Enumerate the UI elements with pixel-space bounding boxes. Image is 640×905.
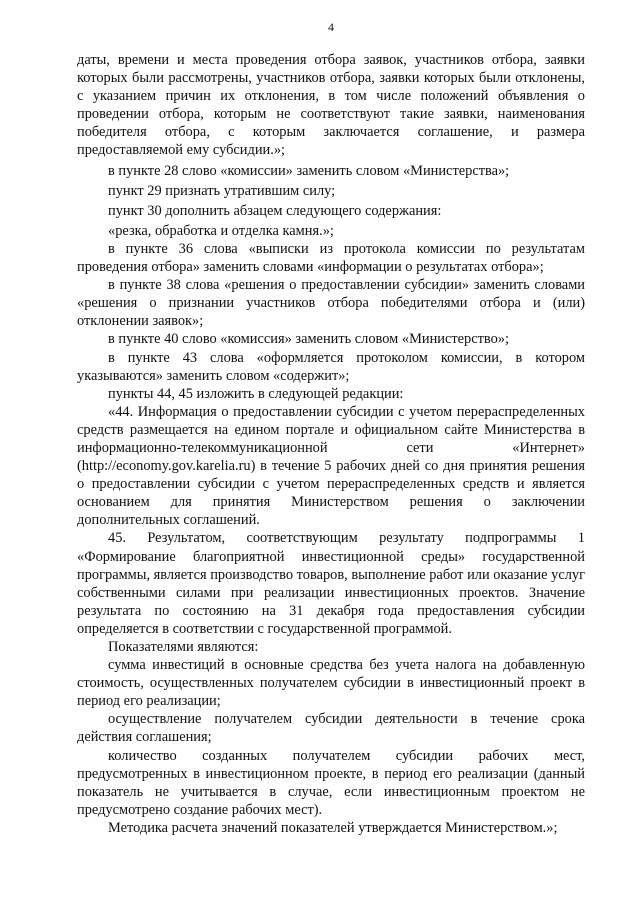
paragraph-item-29: пункт 29 признать утратившим силу; [108, 182, 336, 199]
paragraph-items-44-45: пункты 44, 45 изложить в следующей редакции: [108, 385, 404, 402]
paragraph-item-43: в пункте 43 слова «оформляется протоколом комиссии, в котором указываются» заменить словом «содержит»; [77, 349, 585, 384]
paragraph-item-30-addition: «резка, обработка и отделка камня.»; [108, 222, 334, 239]
paragraph-item-36: в пункте 36 слова «выписки из протокола комиссии по результатам проведения отбора» заменить словами «информации о результатах отбора»; [77, 240, 585, 276]
paragraph-methodology: Методика расчета значений показателей утверждается Министерством.»; [108, 819, 558, 836]
paragraph-item-38: в пункте 38 слова «решения о предоставлении субсидии» заменить словами «решения о признании участников отбора победителями отбора и (или) отклонении заявок»; [77, 277, 585, 330]
paragraph-indicator-jobs: количество созданных получателем субсидии рабочих мест, предусмотренных в инвестиционном проекте, в период его реализации (данный показатель не учитывается в случае, если инвестиционным проектом не предусмотрено создание рабочих мест). [77, 747, 585, 818]
paragraph-item-28: в пункте 28 слово «комиссии» заменить словом «Министерства»; [108, 162, 510, 179]
paragraph-item-30: пункт 30 дополнить абзацем следующего содержания: [108, 202, 442, 219]
paragraph-indicator-investment: сумма инвестиций в основные средства без учета налога на добавленную стоимость, осуществленных получателем субсидии в инвестиционный проект в период его реализации; [77, 657, 585, 710]
paragraph-continuation: даты, времени и места проведения отбора заявок, участников отбора, заявки которых были рассмотрены, участников отбора, заявки которых были отклонены, с указанием причин их отклонения, в том числе положений объявления о проведении отбора, которым не соответствуют такие заявки, наименования победителя отбора, с которым заключается соглашение, и размера предоставляемой ему субсидии.»; [77, 52, 585, 159]
paragraph-item-40: в пункте 40 слово «комиссия» заменить словом «Министерство»; [108, 331, 509, 348]
paragraph-item-44-text: «44. Информация о предоставлении субсидии с учетом перераспределенных средств размещается на едином портале и официальном сайте Министерства в информационно-телекоммуникационной сети «Интернет» (http://economy.gov.karelia.ru) в течение 5 рабочих дней со дня принятия решения о предоставлении субсидии с учетом перераспределенных средств и является основанием для принятия Министерством решения о заключении дополнительных соглашений. [77, 403, 585, 529]
paragraph-indicator-activity: осуществление получателем субсидии деятельности в течение срока действия соглашения; [77, 711, 585, 746]
paragraph-item-45-text: 45. Результатом, соответствующим результату подпрограммы 1 «Формирование благоприятной инвестиционной среды» государственной программы, является производство товаров, выполнение работ или оказание услуг собственными силами при реализации инвестиционных проектов. Значение результата по состоянию на 31 декабря года предоставления субсидии определяется в соответствии с государственной программой. [77, 530, 585, 637]
paragraph-indicators-heading: Показателями являются: [108, 639, 259, 655]
document-body [77, 51, 585, 837]
page-number: 4 [328, 20, 334, 34]
